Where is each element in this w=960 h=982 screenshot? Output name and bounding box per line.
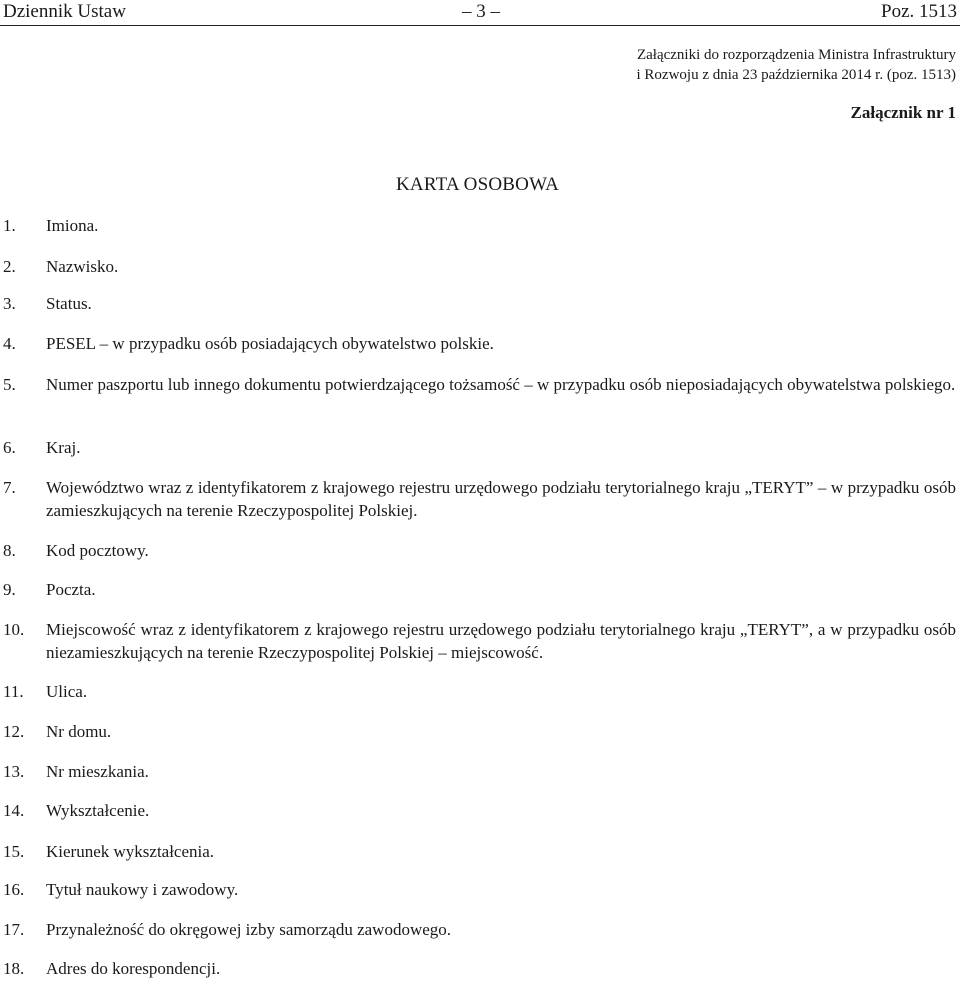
item-number: 2.: [3, 257, 16, 276]
annex-title: Załącznik nr 1: [850, 103, 956, 122]
item-text: Kod pocztowy.: [46, 541, 149, 560]
item-number: 5.: [3, 375, 16, 394]
list-item: [3, 680, 956, 703]
item-number: 15.: [3, 842, 25, 861]
item-text: Adres do korespondencji.: [46, 959, 221, 978]
item-number: 17.: [3, 920, 25, 939]
item-number: 16.: [3, 880, 25, 899]
journal-name: Dziennik Ustaw: [3, 1, 126, 22]
item-number: 8.: [3, 541, 16, 560]
item-number: 6.: [3, 438, 16, 457]
item-text: Tytuł naukowy i zawodowy.: [46, 880, 239, 899]
list-item: [3, 760, 956, 783]
list-item: [3, 436, 956, 459]
list-item: [3, 720, 956, 743]
item-text: Kierunek wykształcenia.: [46, 842, 215, 861]
list-item: [3, 214, 956, 237]
item-text: Ulica.: [46, 682, 88, 701]
annex-reference: [637, 45, 957, 85]
item-number: 10.: [3, 620, 25, 639]
item-number: 11.: [3, 682, 24, 701]
item-number: 9.: [3, 580, 16, 599]
list-item: [3, 373, 956, 396]
list-item: [3, 918, 956, 941]
list-item: [3, 255, 956, 278]
list-item: [3, 840, 956, 863]
item-text: PESEL – w przypadku osób posiadających obywatelstwo polskie.: [46, 334, 494, 353]
item-number: 12.: [3, 722, 25, 741]
page-number: – 3 –: [462, 1, 500, 22]
list-item: [3, 957, 956, 980]
page-header: [0, 0, 960, 26]
position-number: Poz. 1513: [881, 1, 957, 22]
item-text: Województwo wraz z identyfikatorem z krajowego rejestru urzędowego podziału terytorialnego kraju „TERYT” – w przypadku osób zamieszkujących na terenie Rzeczypospolitej Polskiej.: [46, 478, 956, 520]
list-item: [3, 332, 956, 355]
item-text: Numer paszportu lub innego dokumentu potwierdzającego tożsamość – w przypadku osób nieposiadających obywatelstwa polskiego.: [46, 375, 956, 394]
item-text: Miejscowość wraz z identyfikatorem z krajowego rejestru urzędowego podziału terytorialnego kraju „TERYT”, a w przypadku osób niezamieszkujących na terenie Rzeczypospolitej Polskiej – miejscowość.: [46, 620, 956, 662]
list-item: [3, 476, 956, 522]
item-text: Nr domu.: [46, 722, 112, 741]
list-item: [3, 799, 956, 822]
item-text: Nr mieszkania.: [46, 762, 149, 781]
item-text: Nazwisko.: [46, 257, 119, 276]
item-text: Poczta.: [46, 580, 96, 599]
item-text: Imiona.: [46, 216, 99, 235]
item-number: 4.: [3, 334, 16, 353]
list-item: [3, 539, 956, 562]
form-title: KARTA OSOBOWA: [396, 174, 560, 195]
item-text: Status.: [46, 294, 92, 313]
list-item: [3, 618, 956, 664]
item-text: Przynależność do okręgowej izby samorządu zawodowego.: [46, 920, 452, 939]
annex-reference-line-2: i Rozwoju z dnia 23 października 2014 r. (poz. 1513): [636, 67, 956, 83]
item-number: 18.: [3, 959, 25, 978]
annex-reference-line-1: Załączniki do rozporządzenia Ministra Infrastruktury: [636, 47, 956, 63]
list-item: [3, 578, 956, 601]
list-item: [3, 878, 956, 901]
header-divider: [0, 25, 960, 26]
item-text: Wykształcenie.: [46, 801, 150, 820]
item-number: 14.: [3, 801, 25, 820]
item-number: 1.: [3, 216, 16, 235]
item-text: Kraj.: [46, 438, 81, 457]
item-number: 3.: [3, 294, 16, 313]
item-number: 13.: [3, 762, 25, 781]
item-number: 7.: [3, 478, 16, 497]
list-item: [3, 292, 956, 315]
